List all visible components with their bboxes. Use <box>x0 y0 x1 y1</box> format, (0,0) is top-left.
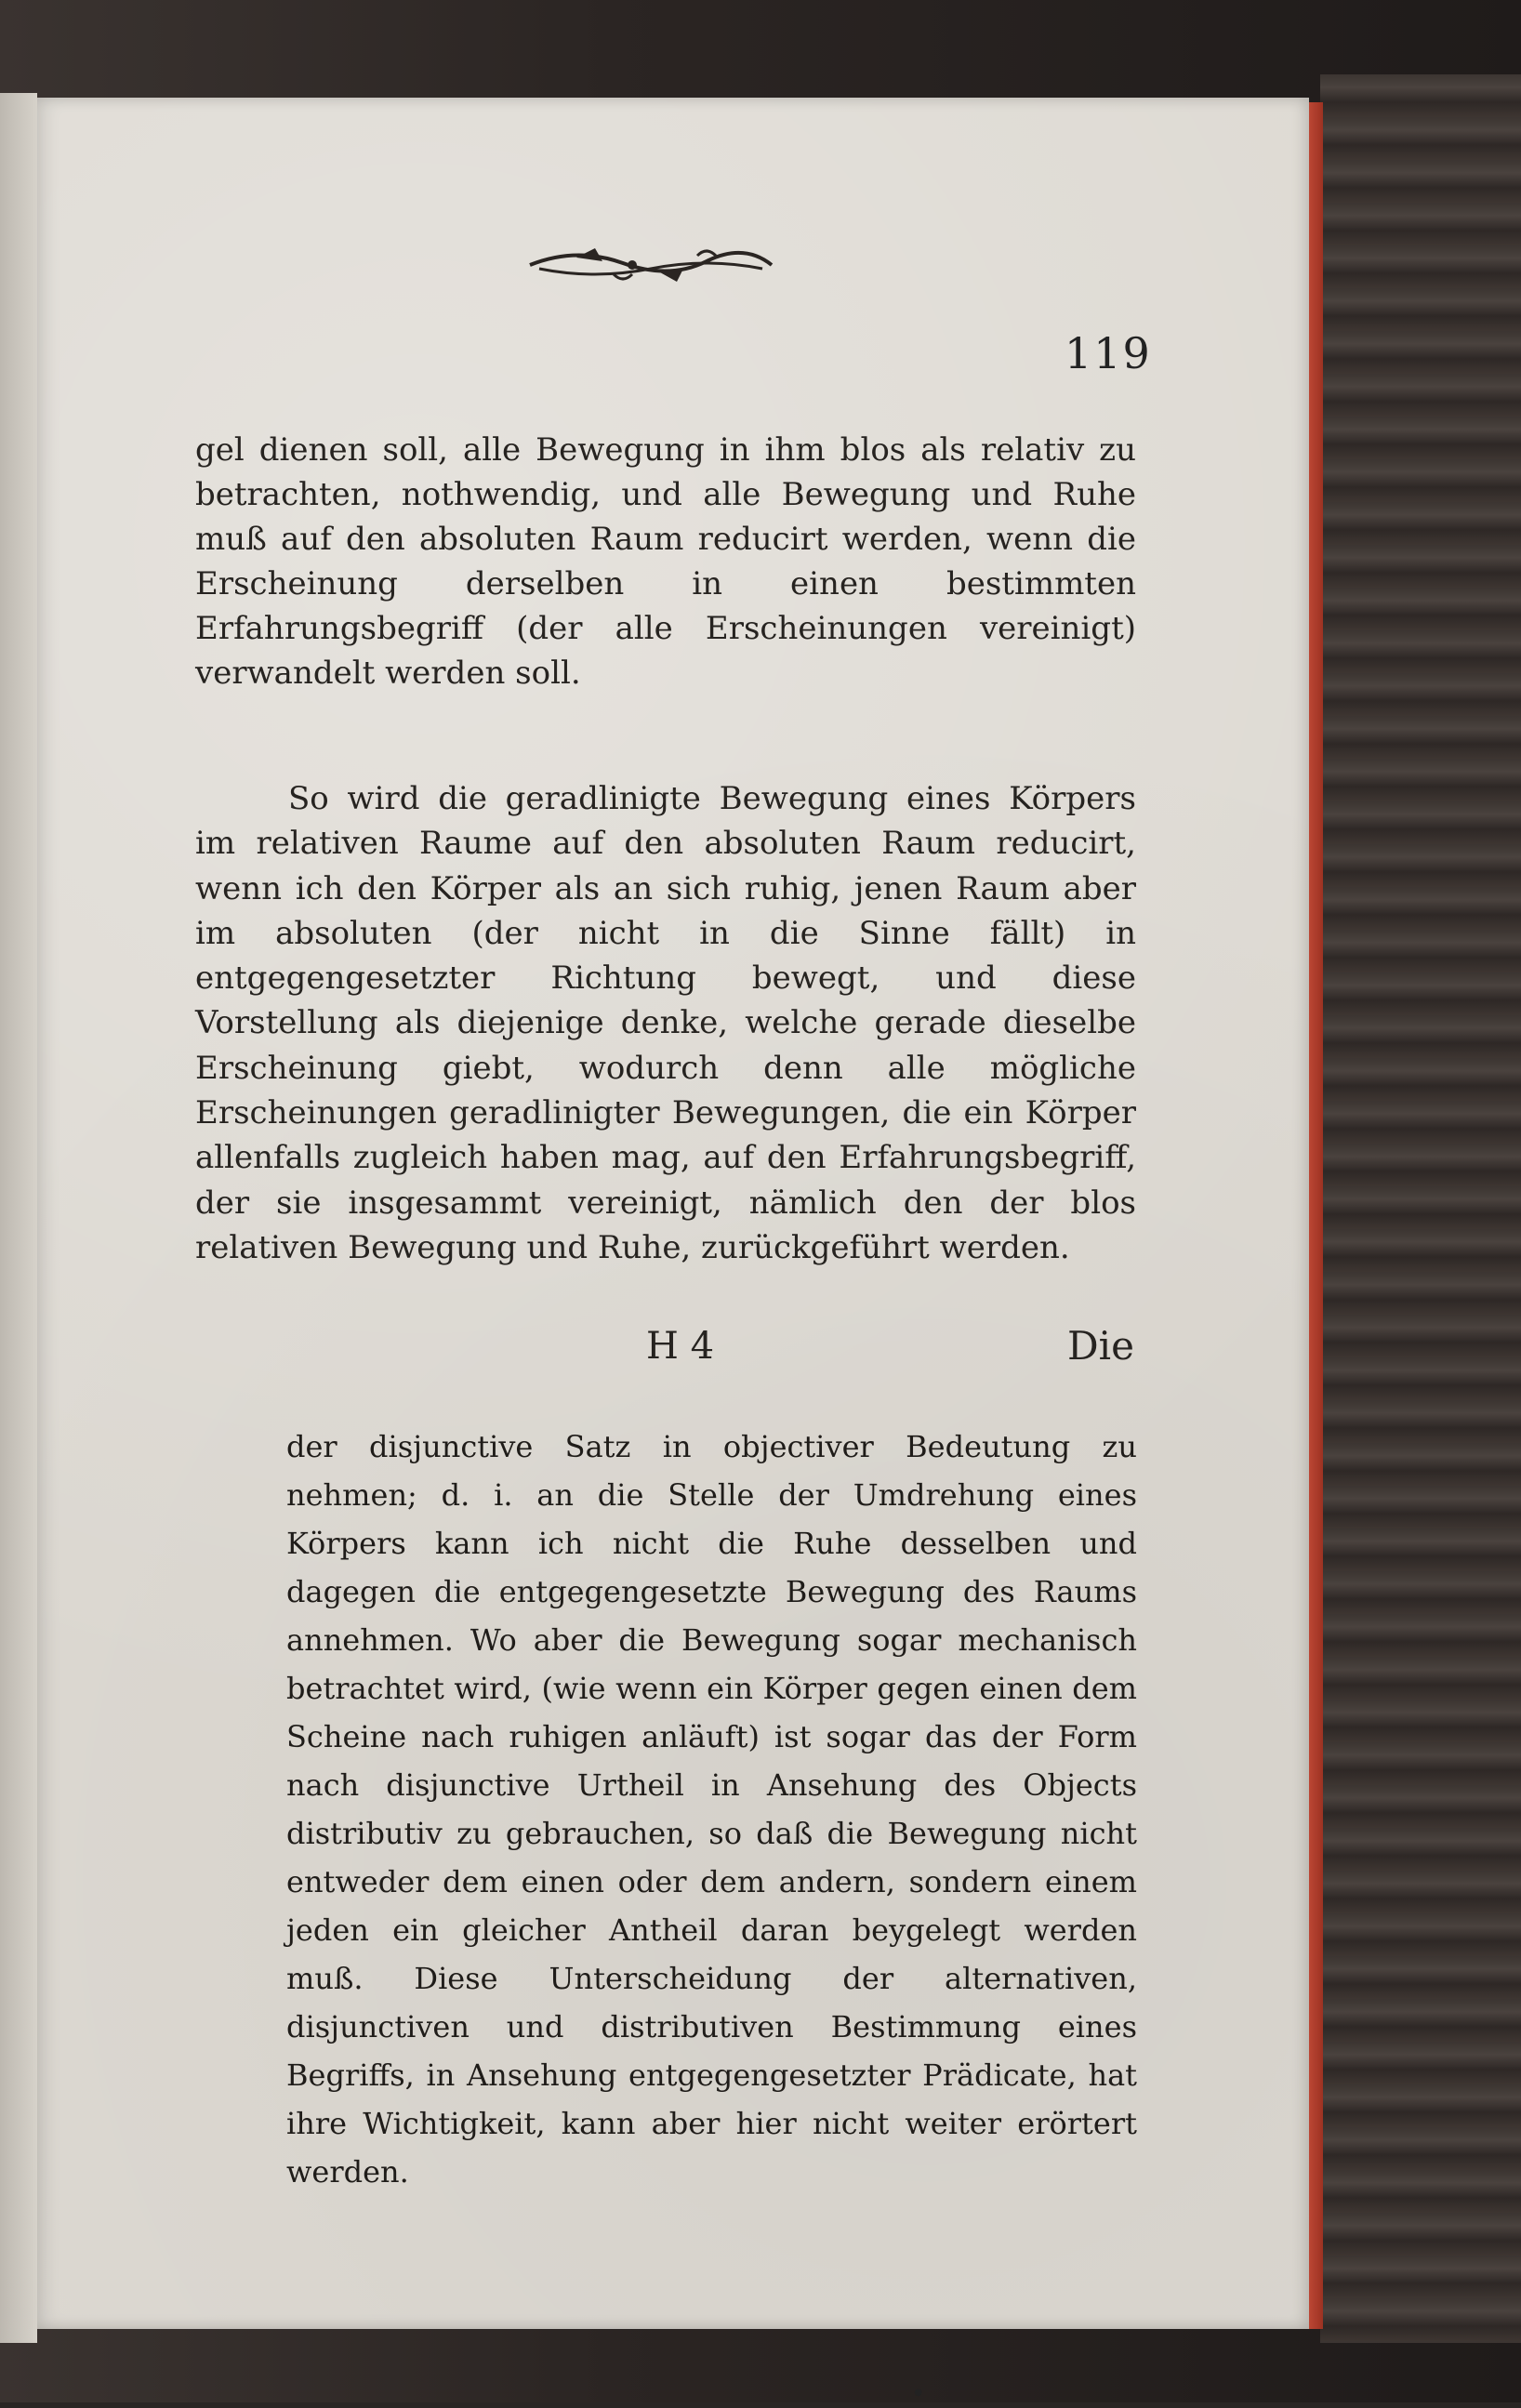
paragraph-text: So wird die geradlinigte Bewegung eines Körpers im relativen Raume auf den absoluten Raum reducirt, wenn ich den Körper als an sich ruhig, jenen Raum aber im absoluten (der nicht in die Sinne fällt) in entgegengesetzter Richtung bewegt, und diese Vorstellung als diejenige denke, welche gerade dieselbe Erscheinung giebt, wodurch denn alle mögliche Erscheinungen geradlinigter Bewegungen, die ein Körper allenfalls zugleich haben mag, auf den Erfahrungsbegriff, der sie insgesammt vereinigt, nämlich den der blos relativen Bewegung und Ruhe, zurückgeführt werden. <box>195 780 1136 1266</box>
facing-page-edge <box>0 93 37 2343</box>
signature-mark: H 4 <box>646 1325 715 1368</box>
footnote <box>286 1422 1137 2196</box>
paragraph <box>195 776 1136 1270</box>
book-cover-edge <box>1320 74 1521 2343</box>
footnote-text: der disjunctive Satz in objectiver Bedeutung zu nehmen; d. i. an die Stelle der Umdrehung eines Körpers kann ich nicht die Ruhe desselben und dagegen die entgegengesetzte Bewegung des Raums annehmen. Wo aber die Bewegung sogar mechanisch betrachtet wird, (wie wenn ein Körper gegen einen dem Scheine nach ruhigen anläuft) ist sogar das der Form nach disjunctive Urtheil in Ansehung des Objects distributiv zu gebrauchen, so daß die Bewegung nicht entweder dem einen oder dem andern, sondern einem jeden ein gleicher Antheil daran beygelegt werden muß. Diese Unterscheidung der alternativen, disjunctiven und distributiven Bestimmung eines Begriffs, in Ansehung entgegengesetzter Prädicate, hat ihre Wichtigkeit, kann aber hier nicht weiter erörtert werden. <box>286 1429 1137 2190</box>
paragraph-continuation <box>195 428 1136 695</box>
page-number: 119 <box>1065 328 1152 378</box>
catchword: Die <box>1067 1323 1134 1369</box>
bottom-mark: • <box>911 2380 926 2408</box>
book-page <box>37 98 1309 2408</box>
paragraph-text: gel dienen soll, alle Bewegung in ihm blos als relativ zu betrachten, nothwendig, und alle Bewegung und Ruhe muß auf den absoluten Raum reducirt werden, wenn die Erscheinung derselben in einen bestimmten Erfahrungsbegriff (der alle Erscheinungen vereinigt) verwandelt werden soll. <box>195 431 1136 692</box>
printer-ornament-icon <box>521 237 781 293</box>
